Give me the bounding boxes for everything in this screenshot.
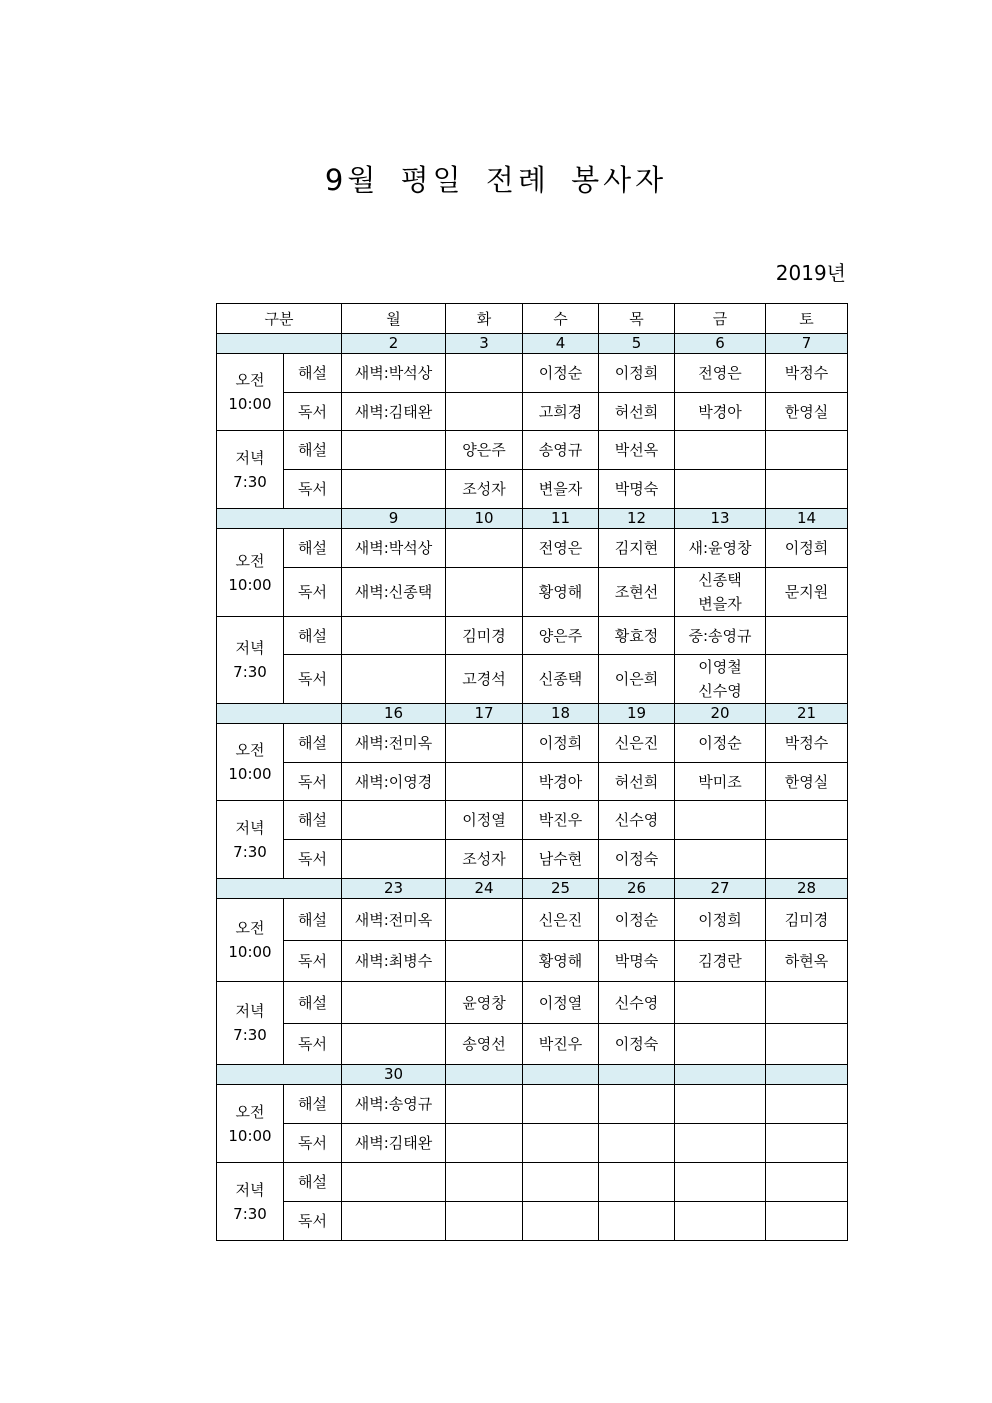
date-cell: 17 <box>446 704 523 724</box>
volunteer-cell: 한영실 <box>766 393 848 431</box>
header-mon: 월 <box>342 304 446 334</box>
volunteer-cell <box>599 1124 675 1163</box>
schedule-row <box>217 763 848 801</box>
volunteer-cell <box>766 1202 848 1241</box>
date-cell: 25 <box>523 879 599 899</box>
schedule-row <box>217 354 848 393</box>
volunteer-cell: 새벽:송영규 <box>342 1085 446 1124</box>
volunteer-cell <box>342 1163 446 1202</box>
volunteer-cell: 신종택 <box>523 655 599 704</box>
schedule-row <box>217 1163 848 1202</box>
schedule-row <box>217 1124 848 1163</box>
header-fri: 금 <box>675 304 766 334</box>
volunteer-cell: 새벽:전미옥 <box>342 899 446 941</box>
date-cell: 23 <box>342 879 446 899</box>
volunteer-cell <box>523 1202 599 1241</box>
volunteer-cell: 문지원 <box>766 568 848 617</box>
date-cell: 3 <box>446 334 523 354</box>
role-commentary-label: 해설 <box>284 899 342 941</box>
volunteer-cell <box>523 1085 599 1124</box>
volunteer-cell: 윤영창 <box>446 982 523 1024</box>
volunteer-cell: 이은희 <box>599 655 675 704</box>
evening-time-label: 저녁 7:30 <box>217 431 284 509</box>
date-cell: 2 <box>342 334 446 354</box>
volunteer-cell: 고희경 <box>523 393 599 431</box>
volunteer-cell <box>446 568 523 617</box>
header-row <box>217 304 848 334</box>
evening-time-label: 저녁 7:30 <box>217 617 284 704</box>
volunteer-cell: 박선옥 <box>599 431 675 470</box>
volunteer-cell: 박경아 <box>675 393 766 431</box>
volunteer-cell <box>675 1163 766 1202</box>
date-cell <box>523 1065 599 1085</box>
evening-time-label: 저녁 7:30 <box>217 1163 284 1241</box>
schedule-row <box>217 899 848 941</box>
volunteer-cell <box>766 982 848 1024</box>
date-cell: 18 <box>523 704 599 724</box>
date-cell: 5 <box>599 334 675 354</box>
volunteer-cell: 전영은 <box>523 529 599 568</box>
date-row-blank <box>217 334 342 354</box>
volunteer-cell: 신수영 <box>599 801 675 840</box>
schedule-row <box>217 393 848 431</box>
role-commentary-label: 해설 <box>284 982 342 1024</box>
date-cell <box>766 1065 848 1085</box>
volunteer-cell: 조현선 <box>599 568 675 617</box>
volunteer-cell <box>766 801 848 840</box>
morning-time-label: 오전 10:00 <box>217 724 284 801</box>
role-commentary-label: 해설 <box>284 354 342 393</box>
volunteer-cell <box>342 617 446 655</box>
date-cell: 6 <box>675 334 766 354</box>
role-reading-label: 독서 <box>284 655 342 704</box>
volunteer-cell: 양은주 <box>523 617 599 655</box>
volunteer-cell: 박진우 <box>523 801 599 840</box>
morning-time-label: 오전 10:00 <box>217 899 284 982</box>
role-reading-label: 독서 <box>284 941 342 982</box>
volunteer-cell <box>446 529 523 568</box>
volunteer-cell <box>446 354 523 393</box>
volunteer-cell: 박경아 <box>523 763 599 801</box>
header-category: 구분 <box>217 304 342 334</box>
role-reading-label: 독서 <box>284 393 342 431</box>
date-row-blank <box>217 509 342 529</box>
volunteer-cell: 남수현 <box>523 840 599 879</box>
role-reading-label: 독서 <box>284 763 342 801</box>
schedule-row <box>217 529 848 568</box>
volunteer-cell: 송영규 <box>523 431 599 470</box>
volunteer-cell: 새벽:최병수 <box>342 941 446 982</box>
volunteer-cell <box>446 724 523 763</box>
evening-time-label: 저녁 7:30 <box>217 801 284 879</box>
volunteer-cell: 허선희 <box>599 763 675 801</box>
volunteer-cell: 조성자 <box>446 470 523 509</box>
volunteer-cell: 신은진 <box>523 899 599 941</box>
volunteer-cell <box>766 470 848 509</box>
volunteer-cell: 이영철 신수영 <box>675 655 766 704</box>
volunteer-cell: 허선희 <box>599 393 675 431</box>
date-cell: 7 <box>766 334 848 354</box>
header-tue: 화 <box>446 304 523 334</box>
date-cell: 13 <box>675 509 766 529</box>
volunteer-cell: 이정숙 <box>599 1024 675 1065</box>
volunteer-cell: 김미경 <box>446 617 523 655</box>
volunteer-cell <box>766 655 848 704</box>
date-cell <box>446 1065 523 1085</box>
volunteer-cell: 이정열 <box>523 982 599 1024</box>
volunteer-cell <box>446 899 523 941</box>
date-row-blank <box>217 1065 342 1085</box>
date-row <box>217 1065 848 1085</box>
volunteer-cell <box>675 1202 766 1241</box>
date-cell: 14 <box>766 509 848 529</box>
date-cell <box>599 1065 675 1085</box>
volunteer-cell <box>446 941 523 982</box>
role-reading-label: 독서 <box>284 470 342 509</box>
schedule-row <box>217 1085 848 1124</box>
schedule-row <box>217 724 848 763</box>
volunteer-cell <box>675 1124 766 1163</box>
volunteer-cell: 신종택 변을자 <box>675 568 766 617</box>
volunteer-cell: 이정희 <box>599 354 675 393</box>
date-cell: 21 <box>766 704 848 724</box>
volunteer-cell <box>675 470 766 509</box>
volunteer-cell: 고경석 <box>446 655 523 704</box>
role-reading-label: 독서 <box>284 1202 342 1241</box>
date-cell: 30 <box>342 1065 446 1085</box>
role-commentary-label: 해설 <box>284 529 342 568</box>
volunteer-cell: 박미조 <box>675 763 766 801</box>
role-commentary-label: 해설 <box>284 724 342 763</box>
year-label: 2019년 <box>775 261 846 285</box>
volunteer-cell: 새벽:이영경 <box>342 763 446 801</box>
volunteer-cell: 신은진 <box>599 724 675 763</box>
volunteer-cell <box>675 982 766 1024</box>
volunteer-cell <box>342 982 446 1024</box>
volunteer-cell: 이정순 <box>599 899 675 941</box>
volunteer-cell <box>523 1163 599 1202</box>
schedule-row <box>217 941 848 982</box>
volunteer-cell <box>523 1124 599 1163</box>
schedule-row <box>217 982 848 1024</box>
schedule-row <box>217 617 848 655</box>
schedule-table <box>216 303 848 1241</box>
volunteer-cell: 황영해 <box>523 568 599 617</box>
volunteer-cell <box>446 763 523 801</box>
role-reading-label: 독서 <box>284 1124 342 1163</box>
volunteer-cell <box>599 1163 675 1202</box>
morning-time-label: 오전 10:00 <box>217 354 284 431</box>
volunteer-cell: 김경란 <box>675 941 766 982</box>
schedule-row <box>217 1024 848 1065</box>
schedule-row <box>217 840 848 879</box>
volunteer-cell <box>446 1085 523 1124</box>
volunteer-cell <box>766 1124 848 1163</box>
date-cell: 16 <box>342 704 446 724</box>
date-row-blank <box>217 879 342 899</box>
volunteer-cell: 박정수 <box>766 354 848 393</box>
schedule-row <box>217 801 848 840</box>
volunteer-cell <box>766 1085 848 1124</box>
date-cell <box>675 1065 766 1085</box>
volunteer-cell: 새벽:김태완 <box>342 1124 446 1163</box>
role-commentary-label: 해설 <box>284 1085 342 1124</box>
date-cell: 26 <box>599 879 675 899</box>
volunteer-cell <box>342 840 446 879</box>
page-title: 9월 평일 전례 봉사자 <box>324 163 668 197</box>
volunteer-cell: 송영선 <box>446 1024 523 1065</box>
volunteer-cell: 이정숙 <box>599 840 675 879</box>
role-commentary-label: 해설 <box>284 617 342 655</box>
volunteer-cell <box>675 431 766 470</box>
volunteer-cell: 황효정 <box>599 617 675 655</box>
volunteer-cell <box>446 393 523 431</box>
volunteer-cell: 중:송영규 <box>675 617 766 655</box>
date-row <box>217 509 848 529</box>
volunteer-cell: 전영은 <box>675 354 766 393</box>
volunteer-cell <box>342 431 446 470</box>
date-cell: 10 <box>446 509 523 529</box>
volunteer-cell: 새벽:신종택 <box>342 568 446 617</box>
volunteer-cell: 박명숙 <box>599 941 675 982</box>
date-cell: 11 <box>523 509 599 529</box>
date-cell: 24 <box>446 879 523 899</box>
date-cell: 12 <box>599 509 675 529</box>
volunteer-cell: 한영실 <box>766 763 848 801</box>
volunteer-cell: 조성자 <box>446 840 523 879</box>
morning-time-label: 오전 10:00 <box>217 529 284 617</box>
volunteer-cell: 새벽:박석상 <box>342 354 446 393</box>
volunteer-cell <box>342 655 446 704</box>
volunteer-cell <box>342 1024 446 1065</box>
volunteer-cell <box>599 1202 675 1241</box>
date-cell: 4 <box>523 334 599 354</box>
volunteer-cell: 이정희 <box>675 899 766 941</box>
volunteer-cell <box>446 1124 523 1163</box>
volunteer-cell: 이정희 <box>766 529 848 568</box>
volunteer-cell <box>446 1202 523 1241</box>
volunteer-cell <box>342 801 446 840</box>
volunteer-cell: 김지현 <box>599 529 675 568</box>
schedule-row <box>217 655 848 704</box>
schedule-row <box>217 1202 848 1241</box>
volunteer-cell: 변을자 <box>523 470 599 509</box>
volunteer-cell: 김미경 <box>766 899 848 941</box>
volunteer-cell: 새벽:전미옥 <box>342 724 446 763</box>
volunteer-cell <box>342 1202 446 1241</box>
date-row-blank <box>217 704 342 724</box>
volunteer-cell: 박명숙 <box>599 470 675 509</box>
role-reading-label: 독서 <box>284 1024 342 1065</box>
volunteer-cell <box>766 617 848 655</box>
volunteer-cell <box>675 1024 766 1065</box>
role-commentary-label: 해설 <box>284 1163 342 1202</box>
volunteer-cell <box>766 431 848 470</box>
date-row <box>217 879 848 899</box>
volunteer-cell: 새:윤영창 <box>675 529 766 568</box>
volunteer-cell <box>599 1085 675 1124</box>
date-cell: 20 <box>675 704 766 724</box>
role-reading-label: 독서 <box>284 840 342 879</box>
morning-time-label: 오전 10:00 <box>217 1085 284 1163</box>
volunteer-cell: 신수영 <box>599 982 675 1024</box>
volunteer-cell <box>342 470 446 509</box>
role-commentary-label: 해설 <box>284 801 342 840</box>
volunteer-cell <box>675 840 766 879</box>
date-cell: 28 <box>766 879 848 899</box>
role-commentary-label: 해설 <box>284 431 342 470</box>
header-thu: 목 <box>599 304 675 334</box>
volunteer-cell: 새벽:김태완 <box>342 393 446 431</box>
volunteer-cell <box>766 1163 848 1202</box>
date-cell: 9 <box>342 509 446 529</box>
volunteer-cell <box>675 1085 766 1124</box>
volunteer-cell <box>766 840 848 879</box>
schedule-row <box>217 470 848 509</box>
role-reading-label: 독서 <box>284 568 342 617</box>
volunteer-cell: 양은주 <box>446 431 523 470</box>
schedule-row <box>217 431 848 470</box>
volunteer-cell: 박진우 <box>523 1024 599 1065</box>
volunteer-cell: 이정순 <box>675 724 766 763</box>
header-wed: 수 <box>523 304 599 334</box>
date-row <box>217 704 848 724</box>
date-row <box>217 334 848 354</box>
volunteer-cell: 박정수 <box>766 724 848 763</box>
volunteer-cell: 이정순 <box>523 354 599 393</box>
volunteer-cell <box>766 1024 848 1065</box>
date-cell: 27 <box>675 879 766 899</box>
date-cell: 19 <box>599 704 675 724</box>
volunteer-cell <box>446 1163 523 1202</box>
volunteer-cell: 황영해 <box>523 941 599 982</box>
volunteer-cell: 이정희 <box>523 724 599 763</box>
volunteer-cell: 새벽:박석상 <box>342 529 446 568</box>
header-sat: 토 <box>766 304 848 334</box>
volunteer-cell: 이정열 <box>446 801 523 840</box>
schedule-row <box>217 568 848 617</box>
volunteer-cell: 하현옥 <box>766 941 848 982</box>
volunteer-cell <box>675 801 766 840</box>
evening-time-label: 저녁 7:30 <box>217 982 284 1065</box>
